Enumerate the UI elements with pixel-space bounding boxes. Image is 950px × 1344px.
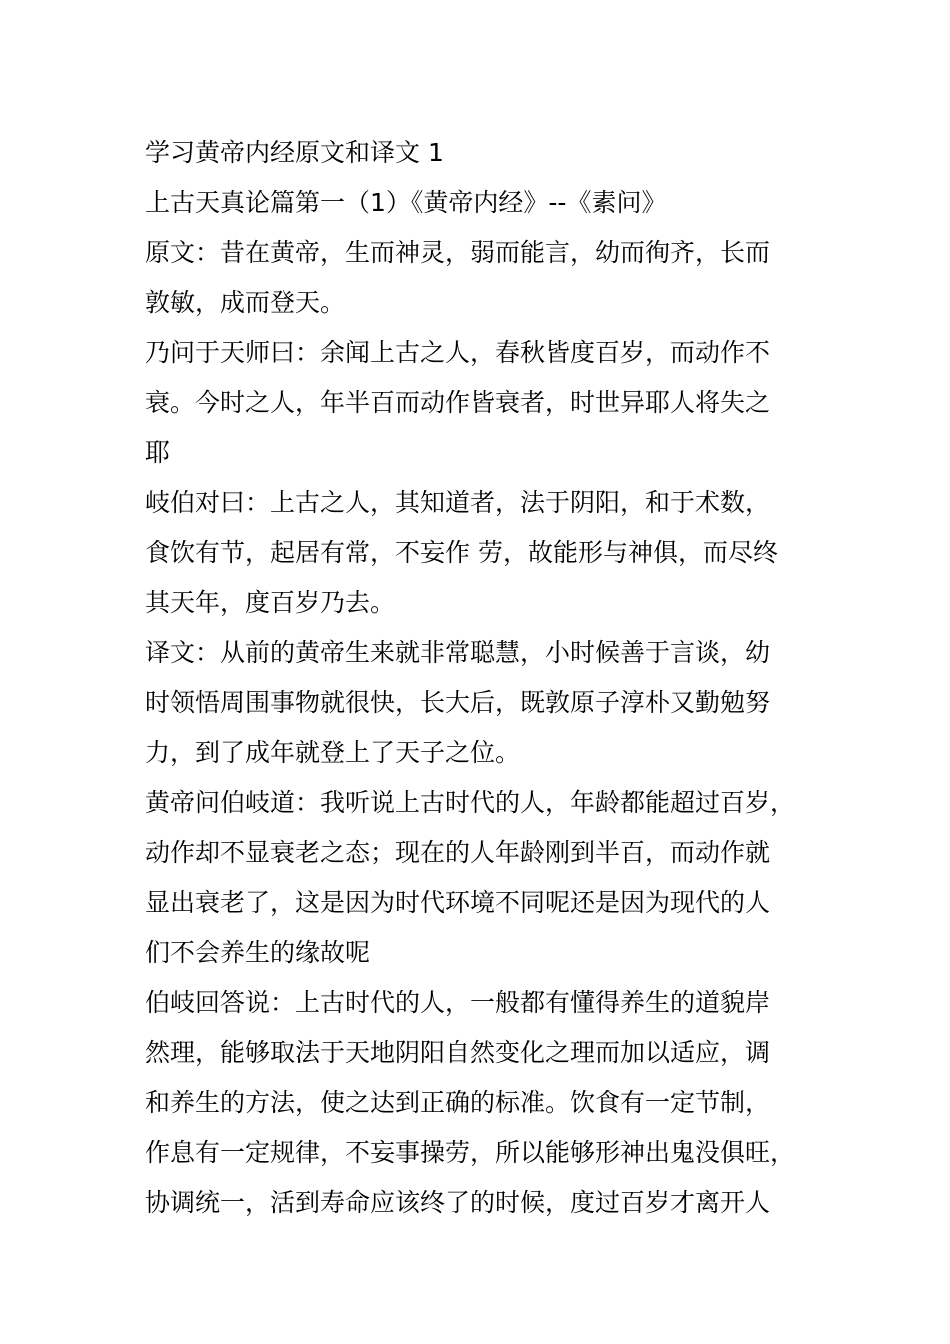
text-line: 作息有一定规律，不妄事操劳，所以能够形神出鬼没俱旺， bbox=[145, 1138, 796, 1167]
chapter-heading: 上古天真论篇第一（1）《黄帝内经》--《素问》 bbox=[145, 188, 667, 217]
text-line: 乃问于天师曰：余闻上古之人，春秋皆度百岁，而动作不 bbox=[145, 338, 771, 367]
text-line: 然理，能够取法于天地阴阳自然变化之理而加以适应，调 bbox=[145, 1038, 771, 1067]
text-line: 原文：昔在黄帝，生而神灵，弱而能言，幼而徇齐，长而 bbox=[145, 238, 771, 267]
text-line: 们不会养生的缘故呢 bbox=[145, 938, 371, 967]
document-body bbox=[145, 128, 810, 1228]
text-line: 时领悟周围事物就很快，长大后，既敦原子淳朴又勤勉努 bbox=[145, 688, 771, 717]
text-line: 衰。今时之人，年半百而动作皆衰者，时世异耶人将失之 bbox=[145, 388, 771, 417]
text-line: 其天年，度百岁乃去。 bbox=[145, 588, 396, 617]
text-line: 伯岐回答说：上古时代的人，一般都有懂得养生的道貌岸 bbox=[145, 988, 771, 1017]
text-line: 和养生的方法，使之达到正确的标准。饮食有一定节制， bbox=[145, 1088, 771, 1117]
text-line: 岐伯对曰：上古之人，其知道者，法于阴阳，和于术数， bbox=[145, 488, 771, 517]
text-line: 耶 bbox=[145, 438, 171, 467]
text-line: 食饮有节，起居有常，不妄作 劳，故能形与神俱，而尽终 bbox=[145, 538, 778, 567]
text-line: 力，到了成年就登上了天子之位。 bbox=[145, 738, 521, 767]
text-line: 动作却不显衰老之态；现在的人年龄刚到半百，而动作就 bbox=[145, 838, 771, 867]
text-line: 黄帝问伯岐道：我听说上古时代的人，年龄都能超过百岁， bbox=[145, 788, 796, 817]
text-line: 协调统一，活到寿命应该终了的时候，度过百岁才离开人 bbox=[145, 1188, 771, 1217]
text-line: 译文：从前的黄帝生来就非常聪慧，小时候善于言谈，幼 bbox=[145, 638, 771, 667]
text-line: 显出衰老了，这是因为时代环境不同呢还是因为现代的人 bbox=[145, 888, 771, 917]
text-line: 敦敏，成而登天。 bbox=[145, 288, 346, 317]
document-title: 学习黄帝内经原文和译文 1 bbox=[145, 138, 444, 167]
